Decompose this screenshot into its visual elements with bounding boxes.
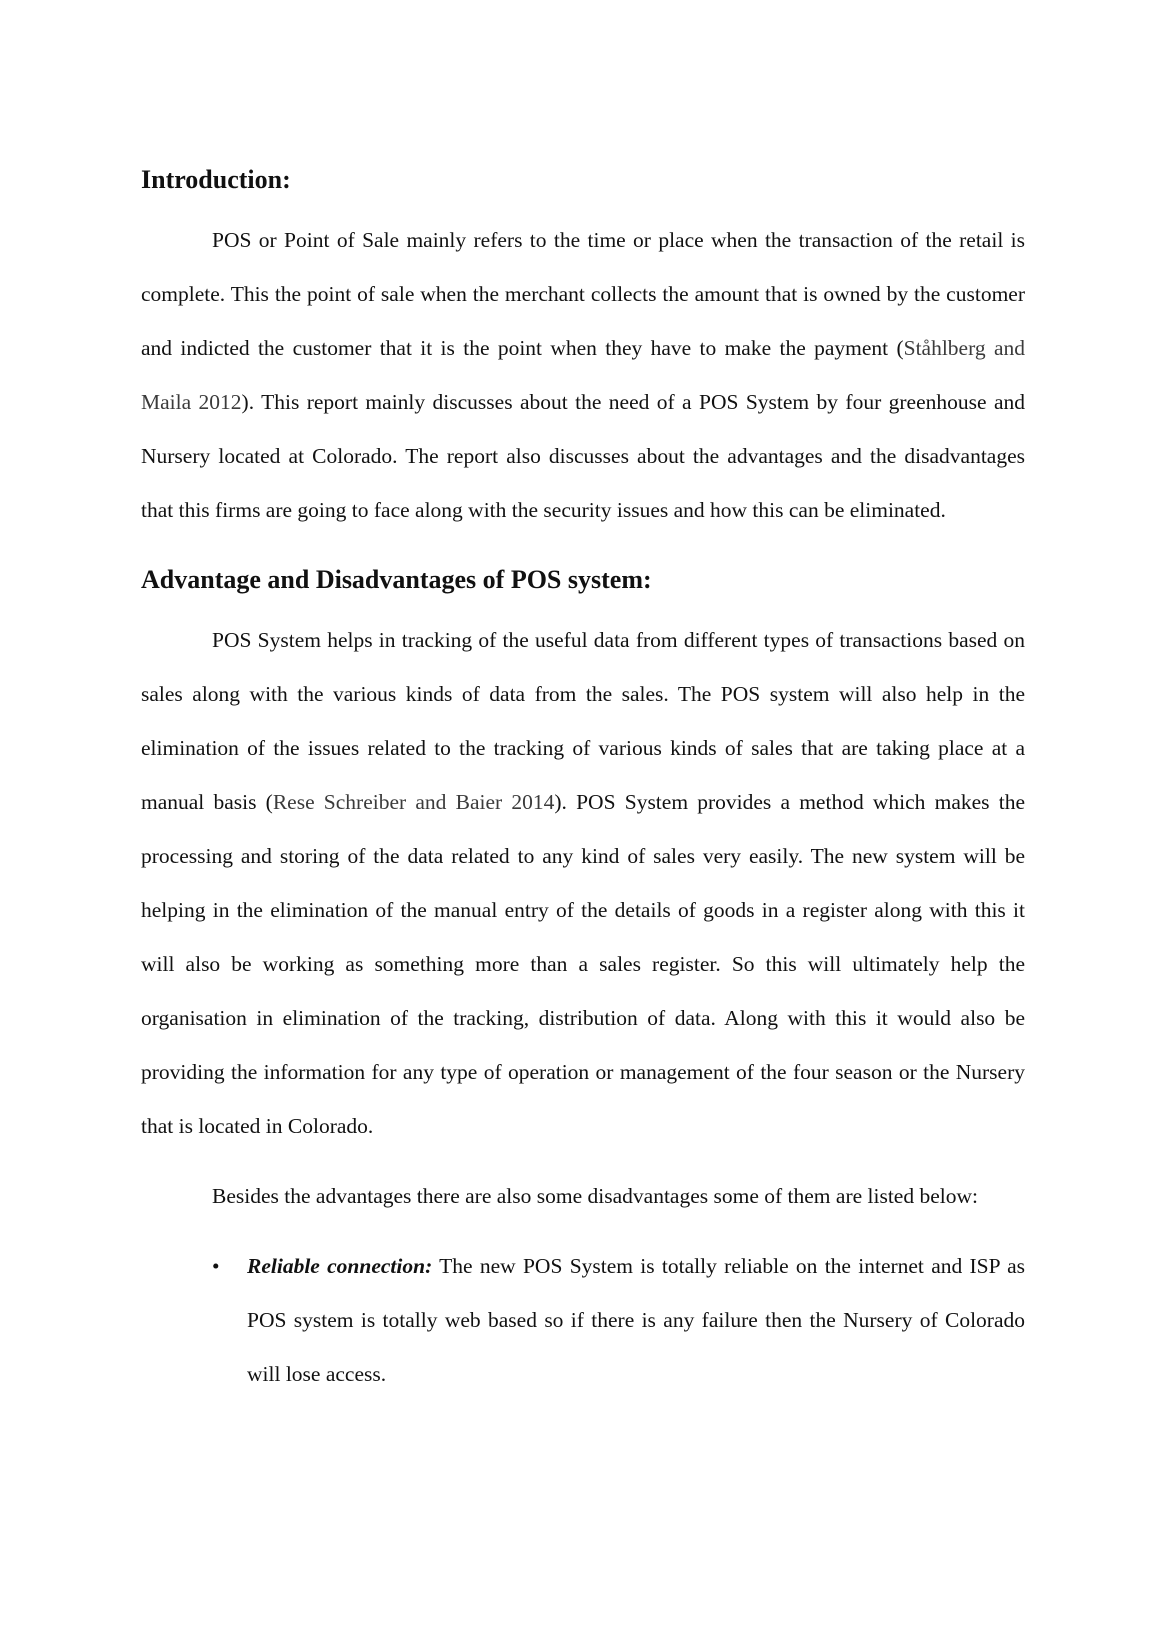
advantages-text-part-2: ). POS System provides a method which makes the processing and storing of the data related to any kind of sales very easily. The new system will be helping in the elimination of the manual entry of the details of goods in a register along with this it will also be working as something more than a sales register. So this will ultimately help the organisation in elimination of the tracking, distribution of data. Along with this it would also be providing the information for any type of operation or management of the four season or the Nursery that is located in Colorado. — [141, 790, 1025, 1138]
advantages-text-part-1: POS System helps in tracking of the useful data from different types of transactions based on sales along with the various kinds of data from the sales. The POS system will also help in the elimination of the issues related to the tracking of various kinds of sales that are taking place at a manual basis ( — [141, 628, 1025, 814]
advantages-heading: Advantage and Disadvantages of POS system: — [141, 565, 652, 594]
introduction-text-part-1: POS or Point of Sale mainly refers to the time or place when the transaction of the retail is complete. This the point of sale when the merchant collects the amount that is owned by the customer and indicted the customer that it is the point when they have to make the payment ( — [141, 228, 1025, 360]
citation-stahlberg-maila: Ståhlberg and Maila 2012 — [141, 336, 1025, 414]
disadvantages-list — [141, 1239, 1025, 1401]
citation-rese-schreiber-baier: Rese Schreiber and Baier 2014 — [272, 790, 555, 814]
introduction-heading: Introduction: — [141, 165, 291, 194]
document-page — [141, 150, 1025, 1401]
disadvantages-intro-paragraph: Besides the advantages there are also some disadvantages some of them are listed below: — [212, 1184, 978, 1208]
list-item-text: The new POS System is totally reliable on the internet and ISP as POS system is totally web based so if there is any failure then the Nursery of Colorado will lose access. — [247, 1254, 1025, 1386]
introduction-paragraph — [141, 213, 1025, 537]
list-item — [141, 1239, 1025, 1401]
list-item-term: Reliable connection: — [247, 1254, 433, 1278]
advantages-paragraph — [141, 613, 1025, 1153]
introduction-text-part-2: ). This report mainly discusses about the need of a POS System by four greenhouse and Nursery located at Colorado. The report also discusses about the advantages and the disadvantages that this firms are going to face along with the security issues and how this can be eliminated. — [141, 390, 1025, 522]
bullet-icon: • — [212, 1254, 220, 1278]
